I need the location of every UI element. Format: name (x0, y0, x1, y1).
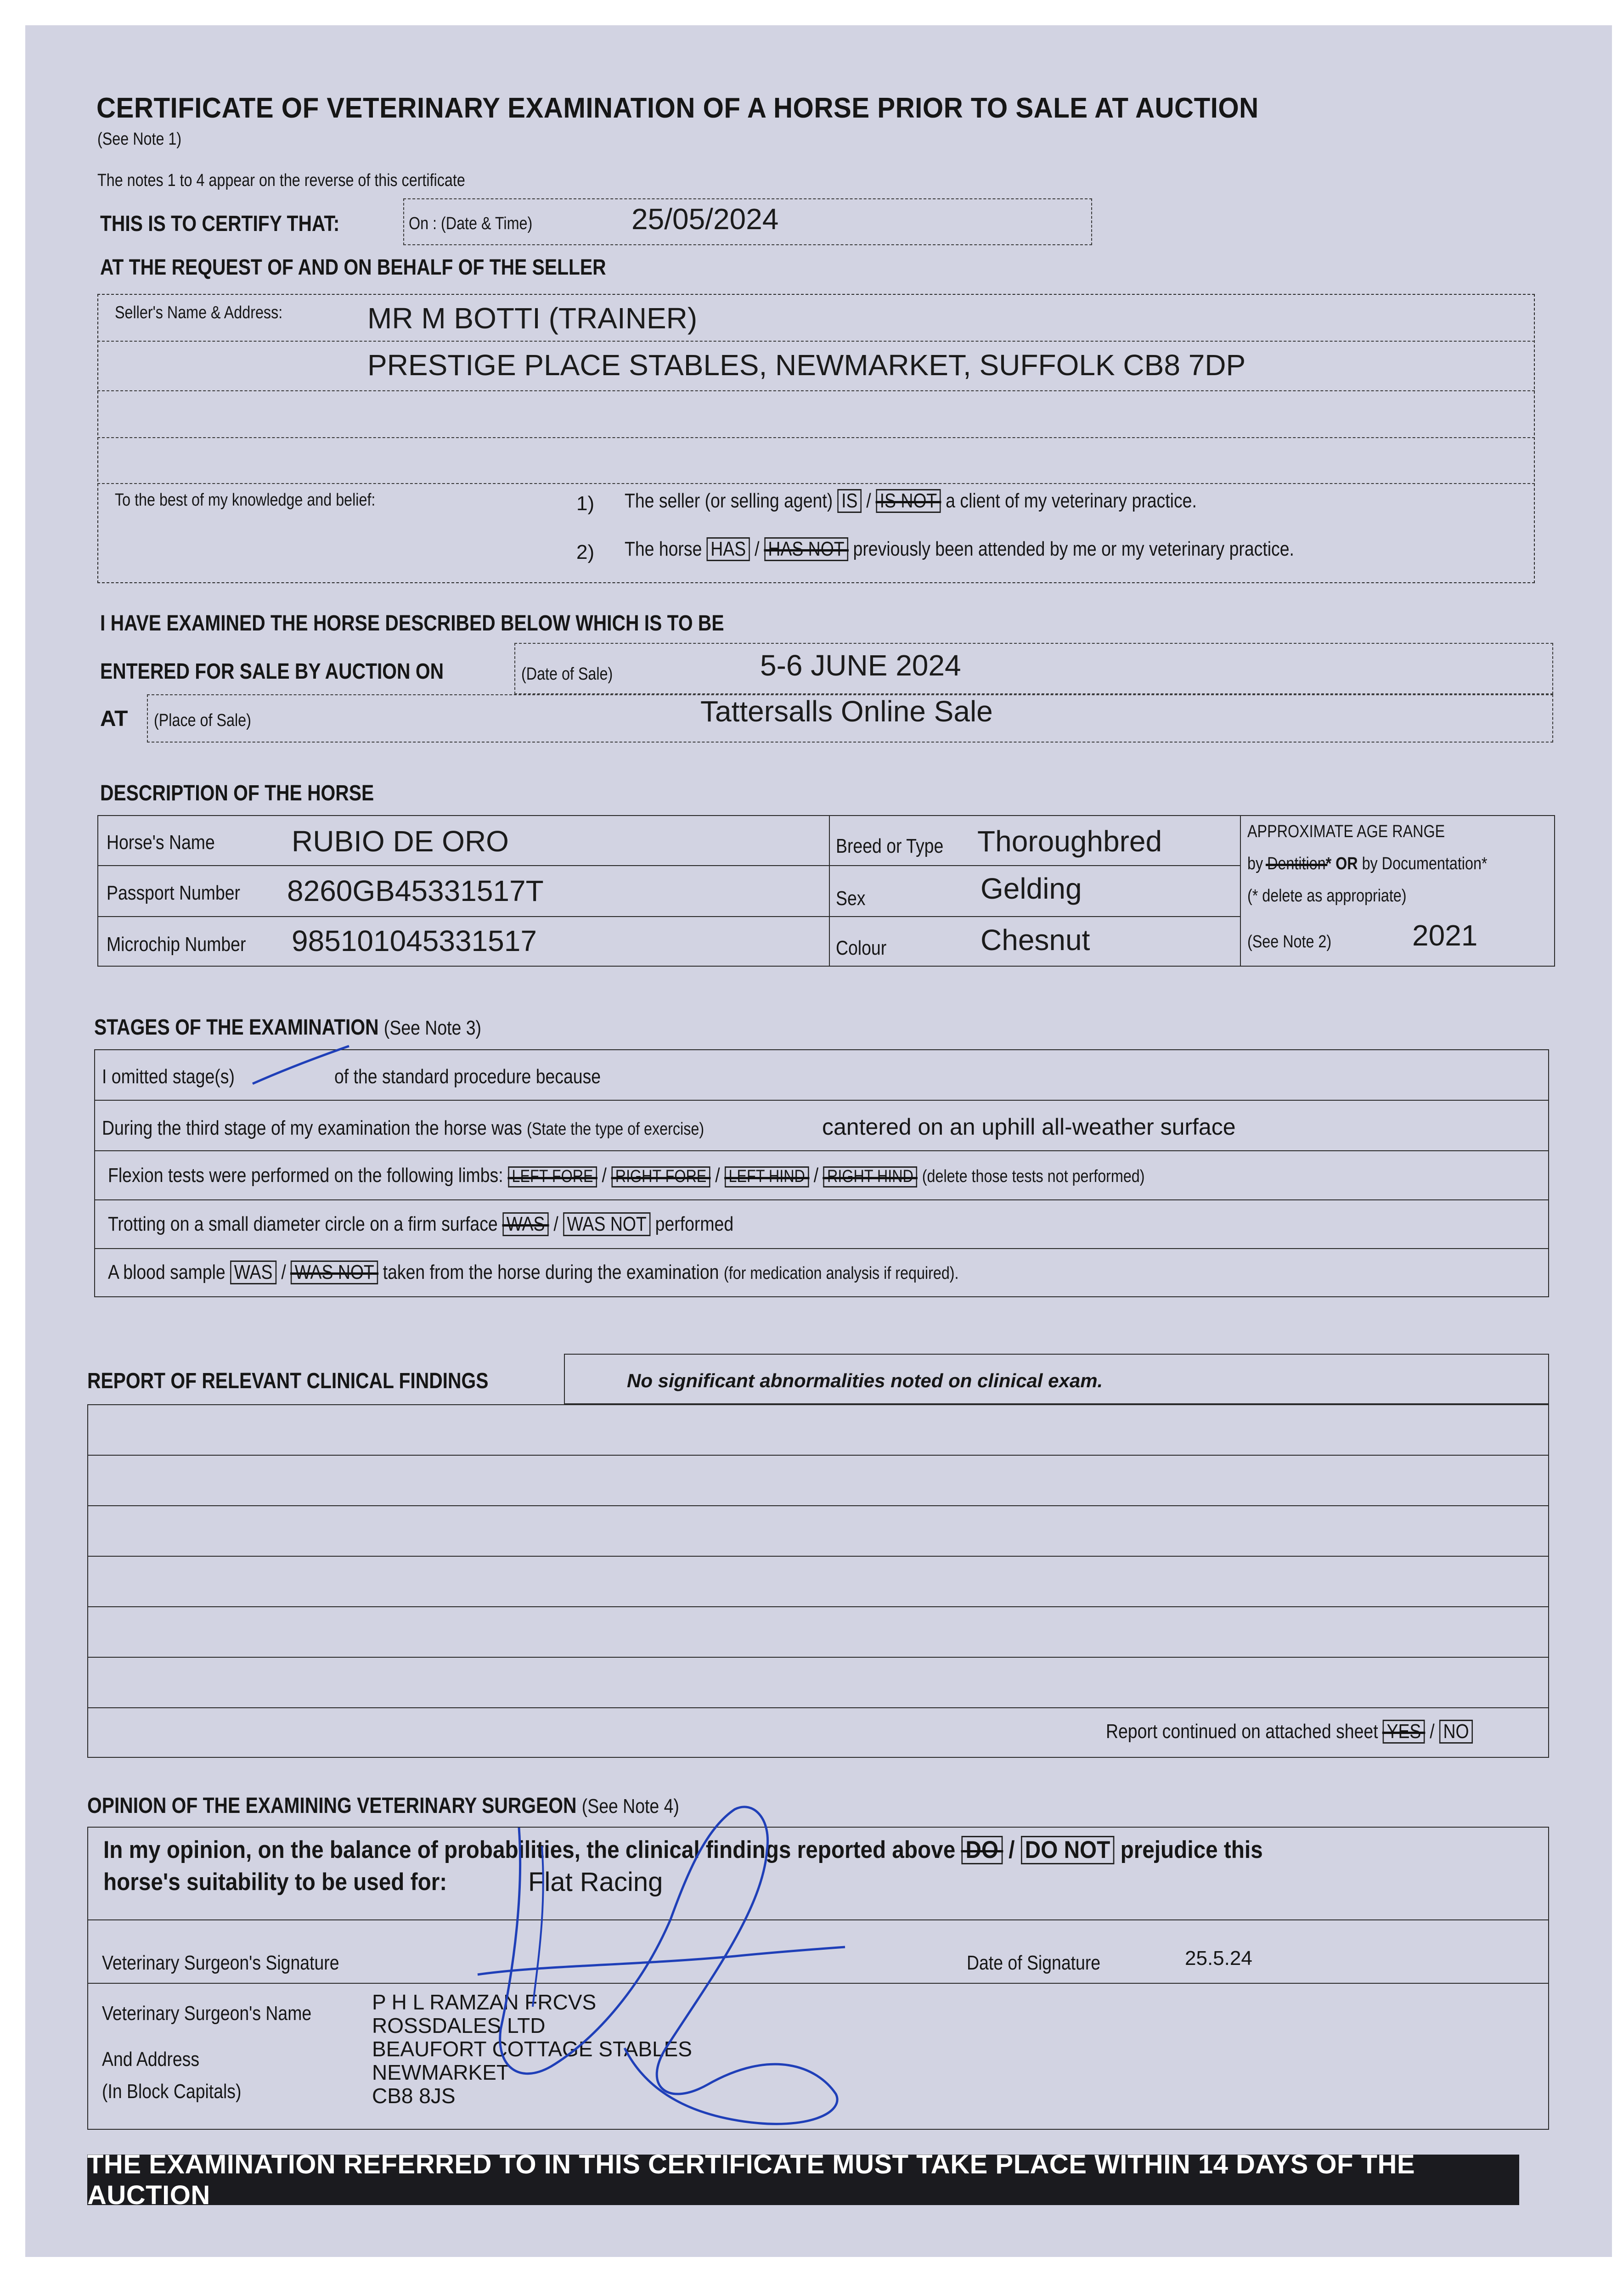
knowledge-item1: The seller (or selling agent) IS / IS NOT a client of my veterinary practice. (625, 489, 1197, 513)
opinion-line-1: In my opinion, on the balance of probabilities, the clinical findings reported above DO / DO NOT prejudice this (103, 1836, 1263, 1863)
sale-date: 5-6 JUNE 2024 (760, 649, 961, 682)
block-capitals-label: (In Block Capitals) (102, 2080, 242, 2103)
age-heading: APPROXIMATE AGE RANGE (1247, 822, 1445, 841)
certify-label: THIS IS TO CERTIFY THAT: (100, 212, 340, 236)
age-dentition[interactable]: Dentition (1267, 854, 1326, 873)
vet-address-line: NEWMARKET (372, 2060, 509, 2084)
sex-label: Sex (836, 887, 866, 910)
blood-was-not[interactable]: WAS NOT (291, 1261, 378, 1284)
flexion-right-hind[interactable]: RIGHT HIND (823, 1166, 918, 1187)
knowledge-item2-pre: The horse (625, 538, 702, 560)
flexion-row: Flexion tests were performed on the following limbs: LEFT FORE / RIGHT FORE / LEFT HIND / RIGHT HIND (delete those tests not performed) (108, 1164, 1145, 1187)
sex-value: Gelding (981, 872, 1082, 905)
breed-value: Thoroughbred (977, 825, 1162, 858)
report-heading: REPORT OF RELEVANT CLINICAL FINDINGS (87, 1369, 489, 1393)
age-or: * OR (1325, 854, 1358, 873)
description-heading: DESCRIPTION OF THE HORSE (100, 781, 374, 805)
trotting-was-not[interactable]: WAS NOT (563, 1212, 650, 1236)
passport-number: 8260GB45331517T (287, 874, 544, 907)
microchip-label: Microchip Number (107, 933, 246, 956)
option-is[interactable]: IS (838, 489, 862, 513)
seller-address: PRESTIGE PLACE STABLES, NEWMARKET, SUFFOLK CB8 7DP (367, 349, 1246, 382)
knowledge-item2-num: 2) (576, 541, 595, 563)
vet-name-address (372, 1991, 692, 2108)
third-stage-hint: (State the type of exercise) (527, 1120, 704, 1139)
vet-name-label: Veterinary Surgeon's Name (102, 2002, 312, 2025)
report-finding: No significant abnormalities noted on clinical exam. (627, 1370, 1103, 1391)
trotting-label: Trotting on a small diameter circle on a firm surface (108, 1213, 498, 1235)
colour-label: Colour (836, 937, 887, 959)
vet-address-line: ROSSDALES LTD (372, 2014, 546, 2037)
report-continued-no[interactable]: NO (1439, 1720, 1473, 1744)
blood-pre: A blood sample (108, 1261, 225, 1283)
report-box[interactable] (87, 1404, 1549, 1758)
date-of-signature-label: Date of Signature (967, 1952, 1101, 1974)
flexion-note: (delete those tests not performed) (922, 1167, 1145, 1186)
opinion-heading-note: (See Note 4) (581, 1795, 679, 1818)
knowledge-item2: The horse HAS / HAS NOT previously been attended by me or my veterinary practice. (625, 537, 1294, 561)
microchip-number: 985101045331517 (292, 924, 537, 957)
flexion-left-fore[interactable]: LEFT FORE (508, 1166, 597, 1187)
vet-address-line: BEAUFORT COTTAGE STABLES (372, 2037, 692, 2061)
sale-place: Tattersalls Online Sale (700, 695, 993, 728)
report-continued: Report continued on attached sheet YES / NO (1106, 1720, 1473, 1744)
notes-text: The notes 1 to 4 appear on the reverse of this certificate (97, 171, 465, 190)
blood-row: A blood sample WAS / WAS NOT taken from the horse during the examination (for medication analysis if required). (108, 1261, 959, 1284)
horse-name-label: Horse's Name (107, 831, 215, 854)
opinion-line1-post: prejudice this (1120, 1836, 1263, 1863)
trotting-row: Trotting on a small diameter circle on a firm surface WAS / WAS NOT performed (108, 1212, 733, 1236)
omitted-pre: I omitted stage(s) (102, 1065, 235, 1088)
stages-heading-note: (See Note 3) (383, 1017, 481, 1039)
opinion-heading-text: OPINION OF THE EXAMINING VETERINARY SURGEON (87, 1794, 577, 1818)
opinion-heading (87, 1793, 679, 1818)
age-delete-note: (* delete as appropriate) (1247, 886, 1407, 906)
blood-note: (for medication analysis if required). (723, 1264, 959, 1283)
knowledge-label: To the best of my knowledge and belief: (115, 490, 376, 510)
stages-heading-text: STAGES OF THE EXAMINATION (94, 1015, 379, 1040)
knowledge-item2-post: previously been attended by me or my veterinary practice. (853, 538, 1294, 560)
flexion-label: Flexion tests were performed on the following limbs: (108, 1164, 503, 1187)
see-note-1: (See Note 1) (97, 129, 182, 149)
stages-heading (94, 1015, 481, 1040)
age-by: by (1247, 854, 1263, 873)
breed-label: Breed or Type (836, 835, 944, 857)
option-has[interactable]: HAS (707, 537, 750, 561)
knowledge-item1-post: a client of my veterinary practice. (946, 490, 1197, 512)
signature-label: Veterinary Surgeon's Signature (102, 1952, 339, 1974)
option-is-not[interactable]: IS NOT (876, 489, 941, 513)
footer-banner: THE EXAMINATION REFERRED TO IN THIS CERTIFICATE MUST TAKE PLACE WITHIN 14 DAYS OF THE AUCTION (87, 2155, 1519, 2205)
age-see-note: (See Note 2) (1247, 932, 1332, 951)
passport-label: Passport Number (107, 882, 241, 904)
sale-at-label: AT (100, 707, 128, 731)
knowledge-item1-pre: The seller (or selling agent) (625, 490, 833, 512)
vet-name-line: P H L RAMZAN FRCVS (372, 1990, 597, 2014)
blood-post: taken from the horse during the examination (383, 1261, 719, 1283)
page-title: CERTIFICATE OF VETERINARY EXAMINATION OF A HORSE PRIOR TO SALE AT AUCTION (96, 92, 1259, 124)
report-continued-yes[interactable]: YES (1383, 1720, 1425, 1744)
knowledge-item1-num: 1) (576, 492, 595, 515)
sale-heading-1: I HAVE EXAMINED THE HORSE DESCRIBED BELOW WHICH IS TO BE (100, 611, 724, 636)
option-has-not[interactable]: HAS NOT (764, 537, 848, 561)
horse-name: RUBIO DE ORO (292, 825, 509, 858)
vet-address-label: And Address (102, 2048, 200, 2071)
opinion-line1-pre: In my opinion, on the balance of probabilities, the clinical findings reported above (103, 1836, 956, 1863)
sale-date-label: (Date of Sale) (521, 664, 613, 684)
certify-date: 25/05/2024 (631, 203, 779, 236)
flexion-left-hind[interactable]: LEFT HIND (725, 1166, 809, 1187)
date-of-signature: 25.5.24 (1185, 1947, 1252, 1970)
colour-value: Chesnut (981, 923, 1090, 957)
seller-name: MR M BOTTI (TRAINER) (367, 302, 698, 335)
age-documentation[interactable]: by Documentation* (1362, 854, 1488, 873)
blood-was[interactable]: WAS (230, 1261, 276, 1284)
trotting-post: performed (655, 1213, 734, 1235)
third-stage-label (102, 1117, 704, 1140)
sale-place-label: (Place of Sale) (154, 711, 251, 730)
date-time-label: On : (Date & Time) (409, 214, 533, 233)
opinion-use: Flat Racing (528, 1867, 663, 1897)
sale-date-field[interactable] (514, 643, 1553, 694)
omitted-post: of the standard procedure because (334, 1065, 601, 1088)
age-value: 2021 (1412, 919, 1478, 952)
seller-label: Seller's Name & Address: (115, 303, 283, 322)
sale-heading-2: ENTERED FOR SALE BY AUCTION ON (100, 659, 444, 684)
report-continued-label: Report continued on attached sheet (1106, 1720, 1378, 1743)
third-stage-value: cantered on an uphill all-weather surface (822, 1114, 1236, 1140)
opinion-do[interactable]: DO (961, 1836, 1003, 1864)
opinion-do-not[interactable]: DO NOT (1021, 1836, 1114, 1864)
trotting-was[interactable]: WAS (502, 1212, 549, 1236)
request-label: AT THE REQUEST OF AND ON BEHALF OF THE SELLER (100, 255, 606, 280)
third-stage-text: During the third stage of my examination the horse was (102, 1117, 522, 1139)
vet-address-line: CB8 8JS (372, 2084, 456, 2108)
opinion-line-2: horse's suitability to be used for: (103, 1868, 447, 1896)
age-method (1247, 854, 1487, 874)
flexion-right-fore[interactable]: RIGHT FORE (611, 1166, 710, 1187)
